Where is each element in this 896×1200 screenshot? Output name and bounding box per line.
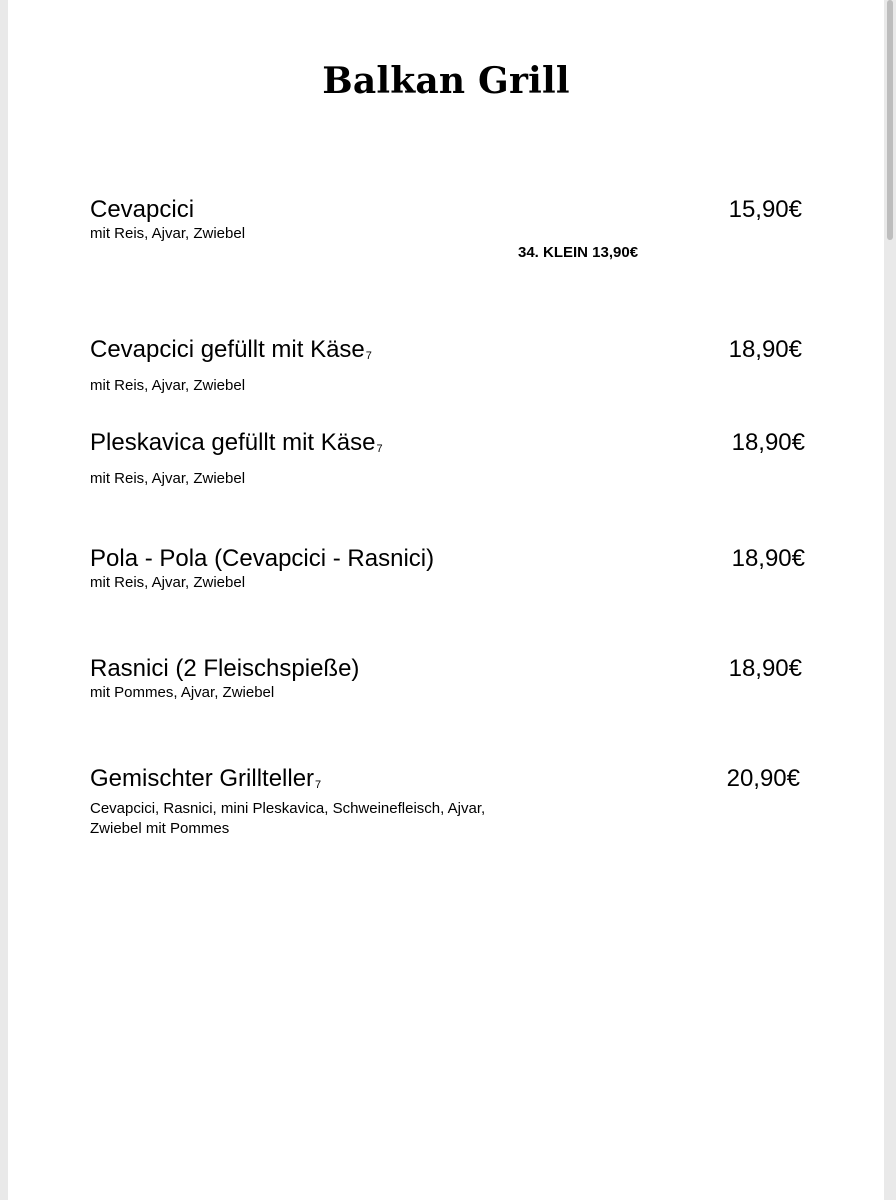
item-name-text: Gemischter Grillteller bbox=[90, 765, 315, 792]
allergen-mark: 7 bbox=[315, 779, 322, 791]
allergen-mark: 7 bbox=[376, 443, 383, 455]
menu-item bbox=[90, 196, 810, 244]
item-name bbox=[90, 655, 810, 683]
item-name bbox=[90, 429, 810, 463]
item-price: 18,90€ bbox=[731, 545, 805, 572]
item-name-text: Pleskavica gefüllt mit Käse bbox=[90, 429, 376, 456]
size-note: 34. KLEIN 13,90€ bbox=[518, 244, 639, 261]
item-description: Cevapcici, Rasnici, mini Pleskavica, Schweinefleisch, Ajvar, bbox=[90, 800, 486, 817]
menu-item bbox=[90, 765, 810, 839]
item-name bbox=[90, 196, 810, 224]
item-description-line2: Zwiebel mit Pommes bbox=[90, 820, 230, 837]
item-description: mit Reis, Ajvar, Zwiebel bbox=[90, 377, 246, 394]
item-description: mit Reis, Ajvar, Zwiebel bbox=[90, 574, 246, 591]
item-name-text: Pola - Pola (Cevapcici - Rasnici) bbox=[90, 545, 435, 572]
item-name bbox=[90, 765, 810, 799]
item-price: 18,90€ bbox=[728, 336, 802, 363]
item-name-text: Cevapcici bbox=[90, 196, 195, 223]
allergen-mark: 7 bbox=[365, 350, 372, 362]
menu-item bbox=[90, 545, 810, 593]
item-price: 18,90€ bbox=[728, 655, 802, 682]
item-price: 18,90€ bbox=[731, 429, 805, 456]
menu-item bbox=[90, 429, 810, 489]
item-name bbox=[90, 545, 810, 573]
item-name-text: Cevapcici gefüllt mit Käse bbox=[90, 336, 365, 363]
item-description: mit Pommes, Ajvar, Zwiebel bbox=[90, 684, 275, 701]
page-title: Balkan Grill bbox=[322, 60, 570, 102]
item-description: mit Reis, Ajvar, Zwiebel bbox=[90, 470, 246, 487]
item-name-text: Rasnici (2 Fleischspieße) bbox=[90, 655, 360, 682]
menu-item bbox=[90, 655, 810, 703]
menu-page bbox=[8, 0, 884, 1200]
vertical-scrollbar[interactable] bbox=[887, 0, 893, 240]
menu-item bbox=[90, 336, 810, 396]
item-price: 15,90€ bbox=[728, 196, 802, 223]
item-description: mit Reis, Ajvar, Zwiebel bbox=[90, 225, 246, 242]
item-name bbox=[90, 336, 810, 370]
item-price: 20,90€ bbox=[726, 765, 800, 792]
